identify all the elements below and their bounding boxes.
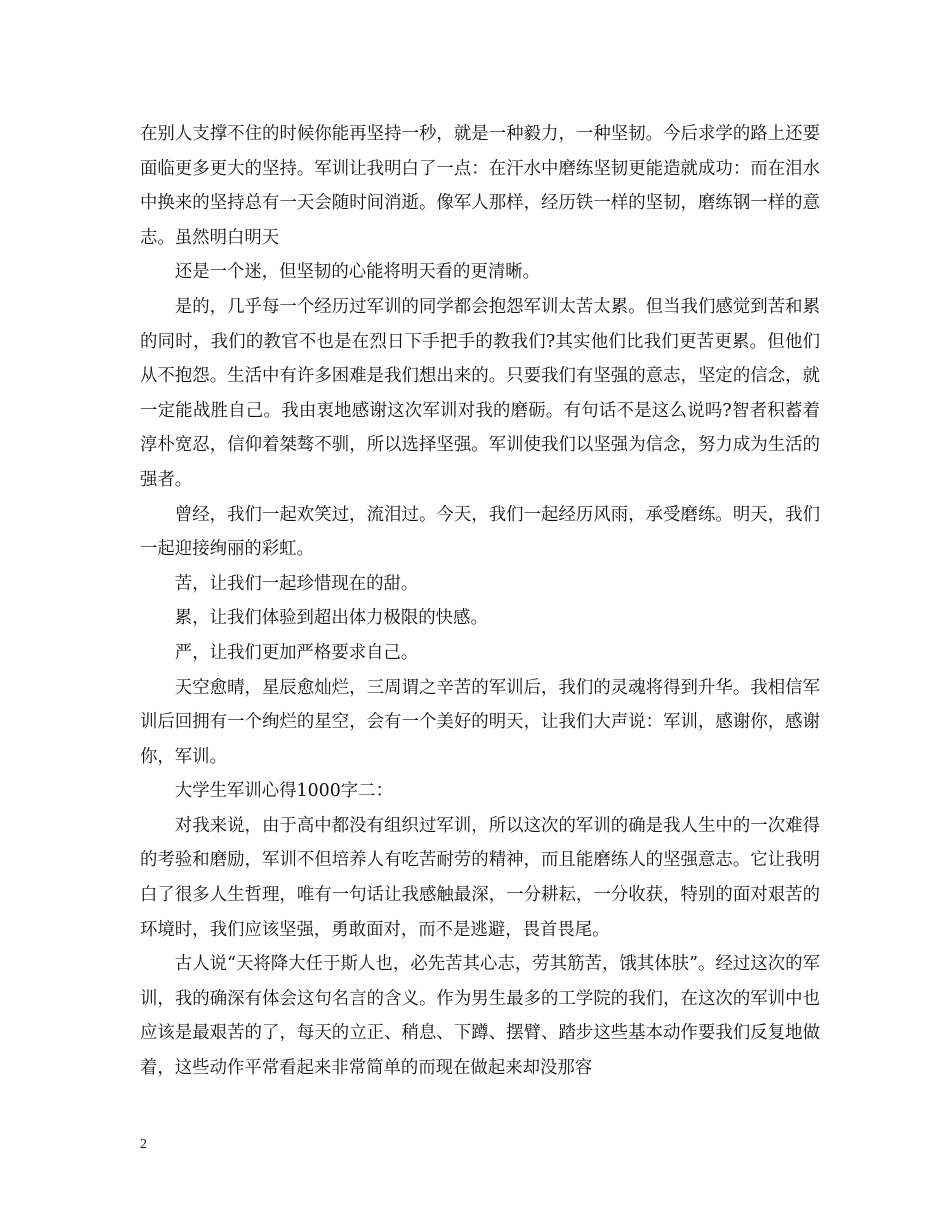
paragraph: 苦，让我们一起珍惜现在的甜。 <box>174 573 419 594</box>
paragraph: 是的，几乎每一个经历过军训的同学都会抱怨军训太苦太累。但当我们感觉到苦和累的同时，我们的教官不也是在烈日下手把手的教我们?其实他们比我们更苦更累。但他们从不抱怨。生活中有许多困难是我们想出来的。只要我们有坚强的意志，坚定的信念，就一定能战胜自己。我由衷地感谢这次军训对我的磨砺。有句话不是这么说吗?智者积蓄着淳朴宽忍，信仰着桀骜不驯，所以选择坚强。军训使我们以坚强为信念，努力成为生活的强者。 <box>140 296 820 490</box>
paragraph: 还是一个迷，但坚韧的心能将明天看的更清晰。 <box>174 262 541 283</box>
page-number: 2 <box>140 1137 147 1152</box>
section-heading: 大学生军训心得1000字二： <box>174 781 393 802</box>
paragraph: 累，让我们体验到超出体力极限的快感。 <box>174 608 488 629</box>
paragraph: 严，让我们更加严格要求自己。 <box>174 642 419 663</box>
paragraph: 对我来说，由于高中都没有组织过军训，所以这次的军训的确是我人生中的一次难得的考验和磨励，军训不但培养人有吃苦耐劳的精神，而且能磨练人的坚强意志。它让我明白了很多人生哲理，唯有一句话让我感触最深，一分耕耘，一分收获，特别的面对艰苦的环境时，我们应该坚强，勇敢面对，而不是逃避，畏首畏尾。 <box>140 815 820 940</box>
document-body <box>140 117 820 1086</box>
paragraph: 天空愈晴，星辰愈灿烂，三周谓之辛苦的军训后，我们的灵魂将得到升华。我相信军训后回拥有一个绚烂的星空，会有一个美好的明天，让我们大声说：军训，感谢你，感谢你，军训。 <box>140 677 820 767</box>
paragraph: 曾经，我们一起欢笑过，流泪过。今天，我们一起经历风雨，承受磨练。明天，我们一起迎接绚丽的彩虹。 <box>140 504 820 560</box>
paragraph: 在别人支撑不住的时候你能再坚持一秒，就是一种毅力，一种坚韧。今后求学的路上还要面临更多更大的坚持。军训让我明白了一点：在汗水中磨练坚韧更能造就成功：而在泪水中换来的坚持总有一天会随时间消逝。像军人那样，经历铁一样的坚韧，磨练钢一样的意志。虽然明白明天 <box>140 124 820 248</box>
paragraph: 古人说“天将降大任于斯人也，必先苦其心志，劳其筋苦，饿其体肤”。经过这次的军训，我的确深有体会这句名言的含义。作为男生最多的工学院的我们，在这次的军训中也应该是最艰苦的了，每天的立正、稍息、下蹲、摆臂、踏步这些基本动作要我们反复地做着，这些动作平常看起来非常简单的而现在做起来却没那容 <box>140 954 820 1079</box>
